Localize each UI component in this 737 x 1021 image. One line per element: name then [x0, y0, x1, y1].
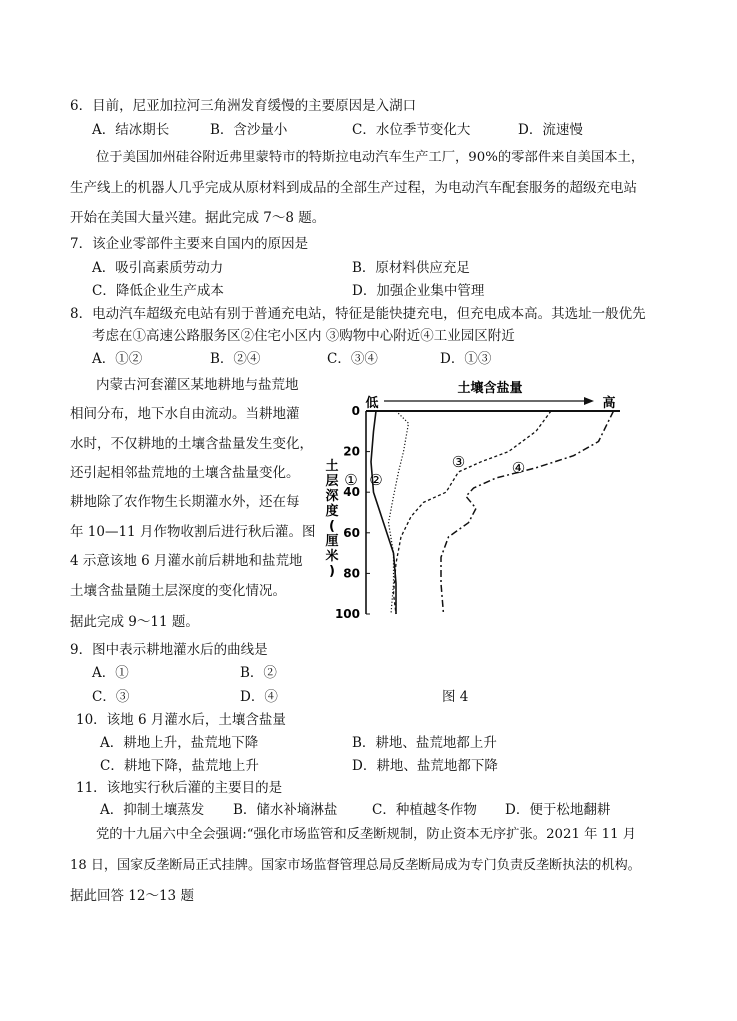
q7-stem: 7．该企业零部件主要来自国内的原因是 — [70, 236, 309, 252]
q11-option-a: A．抑制土壤蒸发 — [100, 802, 205, 818]
passage-9-11-line-3: 水时，不仅耕地的土壤含盐量发生变化， — [70, 436, 313, 452]
passage-9-11-line-9: 据此完成 9～11 题。 — [70, 614, 199, 630]
salinity-curves — [371, 411, 614, 614]
passage-7-8-line-3: 开始在美国大量兴建。据此完成 7～8 题。 — [70, 210, 326, 226]
y-axis-label-char: 深 — [325, 489, 339, 504]
q6-option-c: C．水位季节变化大 — [352, 122, 471, 138]
passage-12-13-line-2: 18 日，国家反垄断局正式挂牌。国家市场监督管理总局反垄断局成为专门负责反垄断执法的机构。 — [70, 858, 641, 873]
q9-option-b: B．② — [240, 665, 277, 681]
q9-stem: 9．图中表示耕地灌水后的曲线是 — [70, 642, 268, 658]
y-axis-label-char: 度 — [325, 504, 339, 519]
y-axis-ticks — [335, 404, 370, 621]
q11-option-b: B．储水补墒淋盐 — [233, 802, 338, 818]
passage-9-11-line-4: 还引起相邻盐荒地的土壤含盐量变化。 — [70, 465, 300, 481]
q10-option-b: B．耕地、盐荒地都上升 — [352, 735, 497, 751]
q8-stem-line-2: 考虑在①高速公路服务区②住宅小区内 ③购物中心附近④工业园区附近 — [92, 328, 515, 344]
q9-option-c: C．③ — [92, 689, 130, 705]
q8-option-a: A．①② — [92, 351, 143, 367]
figure-caption: 图 4 — [442, 689, 469, 705]
q7-option-b: B．原材料供应充足 — [352, 260, 470, 276]
q8-option-d: D．①③ — [440, 351, 492, 367]
q11-option-c: C．种植越冬作物 — [372, 802, 477, 818]
passage-9-11-line-1: 内蒙古河套灌区某地耕地与盐荒地 — [96, 377, 299, 393]
passage-12-13-line-1: 党的十九届六中全会强调:“强化市场监管和反垄断规制，防止资本无序扩张。2021 年 11 月 — [96, 827, 637, 842]
passage-9-11-line-2: 相间分布，地下水自由流动。当耕地灌 — [70, 406, 300, 422]
passage-9-11-line-5: 耕地除了农作物生长期灌水外，还在每 — [70, 494, 300, 510]
curve-label-1: ① — [344, 471, 358, 490]
figure-high-label: 高 — [602, 396, 616, 411]
q10-stem: 10．该地 6 月灌水后，土壤含盐量 — [76, 712, 286, 728]
q7-option-c: C．降低企业生产成本 — [92, 283, 224, 299]
y-axis-label-char: 土 — [325, 459, 339, 474]
passage-7-8-line-2: 生产线上的机器人几乎完成从原材料到成品的全部生产过程，为电动汽车配套服务的超级充电站 — [70, 180, 637, 196]
q6-stem: 6．目前，尼亚加拉河三角洲发育缓慢的主要原因是入湖口 — [70, 98, 417, 114]
y-tick-label: 80 — [343, 566, 360, 581]
y-tick-label: 60 — [343, 525, 360, 540]
q9-option-d: D．④ — [240, 689, 278, 705]
y-axis-label — [324, 458, 338, 579]
curve-label-3: ③ — [451, 452, 466, 471]
y-tick-label: 20 — [343, 444, 360, 459]
y-axis-label-char: ( — [329, 519, 335, 534]
q10-option-d: D．耕地、盐荒地都下降 — [352, 758, 498, 774]
y-axis-label-char: 米 — [325, 549, 339, 564]
q7-option-a: A．吸引高素质劳动力 — [92, 260, 224, 276]
curve-label-4: ④ — [511, 458, 526, 477]
passage-9-11-line-7: 4 示意该地 6 月灌水前后耕地和盐荒地 — [70, 553, 303, 569]
q7-option-d: D．加强企业集中管理 — [352, 283, 485, 299]
figure-low-label: 低 — [365, 396, 379, 411]
passage-9-11-line-8: 土壤含盐量随土层深度的变化情况。 — [70, 583, 286, 599]
q10-option-a: A．耕地上升，盐荒地下降 — [100, 735, 259, 751]
q6-option-a: A．结冰期长 — [92, 122, 170, 138]
y-axis-label-char: 层 — [325, 474, 339, 489]
soil-salinity-figure — [318, 374, 638, 624]
passage-12-13-line-3: 据此回答 12～13 题 — [70, 888, 194, 904]
y-tick-label: 0 — [351, 404, 360, 418]
y-tick-label: 40 — [343, 485, 360, 500]
curve-2 — [389, 411, 409, 614]
q11-stem: 11．该地实行秋后灌的主要目的是 — [76, 780, 283, 796]
q8-option-c: C．③④ — [327, 351, 378, 367]
y-tick-label: 100 — [334, 607, 360, 621]
passage-7-8-line-1: 位于美国加州硅谷附近弗里蒙特市的特斯拉电动汽车生产工厂，90%的零部件来自美国本土， — [96, 150, 645, 165]
q10-option-c: C．耕地下降，盐荒地上升 — [100, 758, 259, 774]
curve-1 — [371, 411, 396, 614]
q6-option-b: B．含沙量小 — [210, 122, 288, 138]
q8-stem-line-1: 8．电动汽车超级充电站有别于普通充电站，特征是能快捷充电，但充电成本高。其选址一般优先 — [70, 306, 646, 322]
q9-option-a: A．① — [92, 665, 129, 681]
q8-option-b: B．②④ — [210, 351, 261, 367]
salinity-arrowhead — [584, 397, 594, 405]
q11-option-d: D．便于松地翻耕 — [505, 802, 611, 818]
curve-label-2: ② — [369, 471, 383, 490]
q6-option-d: D．流速慢 — [518, 122, 583, 138]
curve-3 — [394, 411, 552, 614]
y-axis-label-char: 厘 — [325, 534, 339, 549]
y-axis-label-char: ) — [329, 564, 335, 579]
curve-4 — [441, 411, 614, 614]
figure-title: 土壤含盐量 — [457, 381, 523, 396]
passage-9-11-line-6: 年 10—11 月作物收割后进行秋后灌。图 — [70, 524, 316, 540]
